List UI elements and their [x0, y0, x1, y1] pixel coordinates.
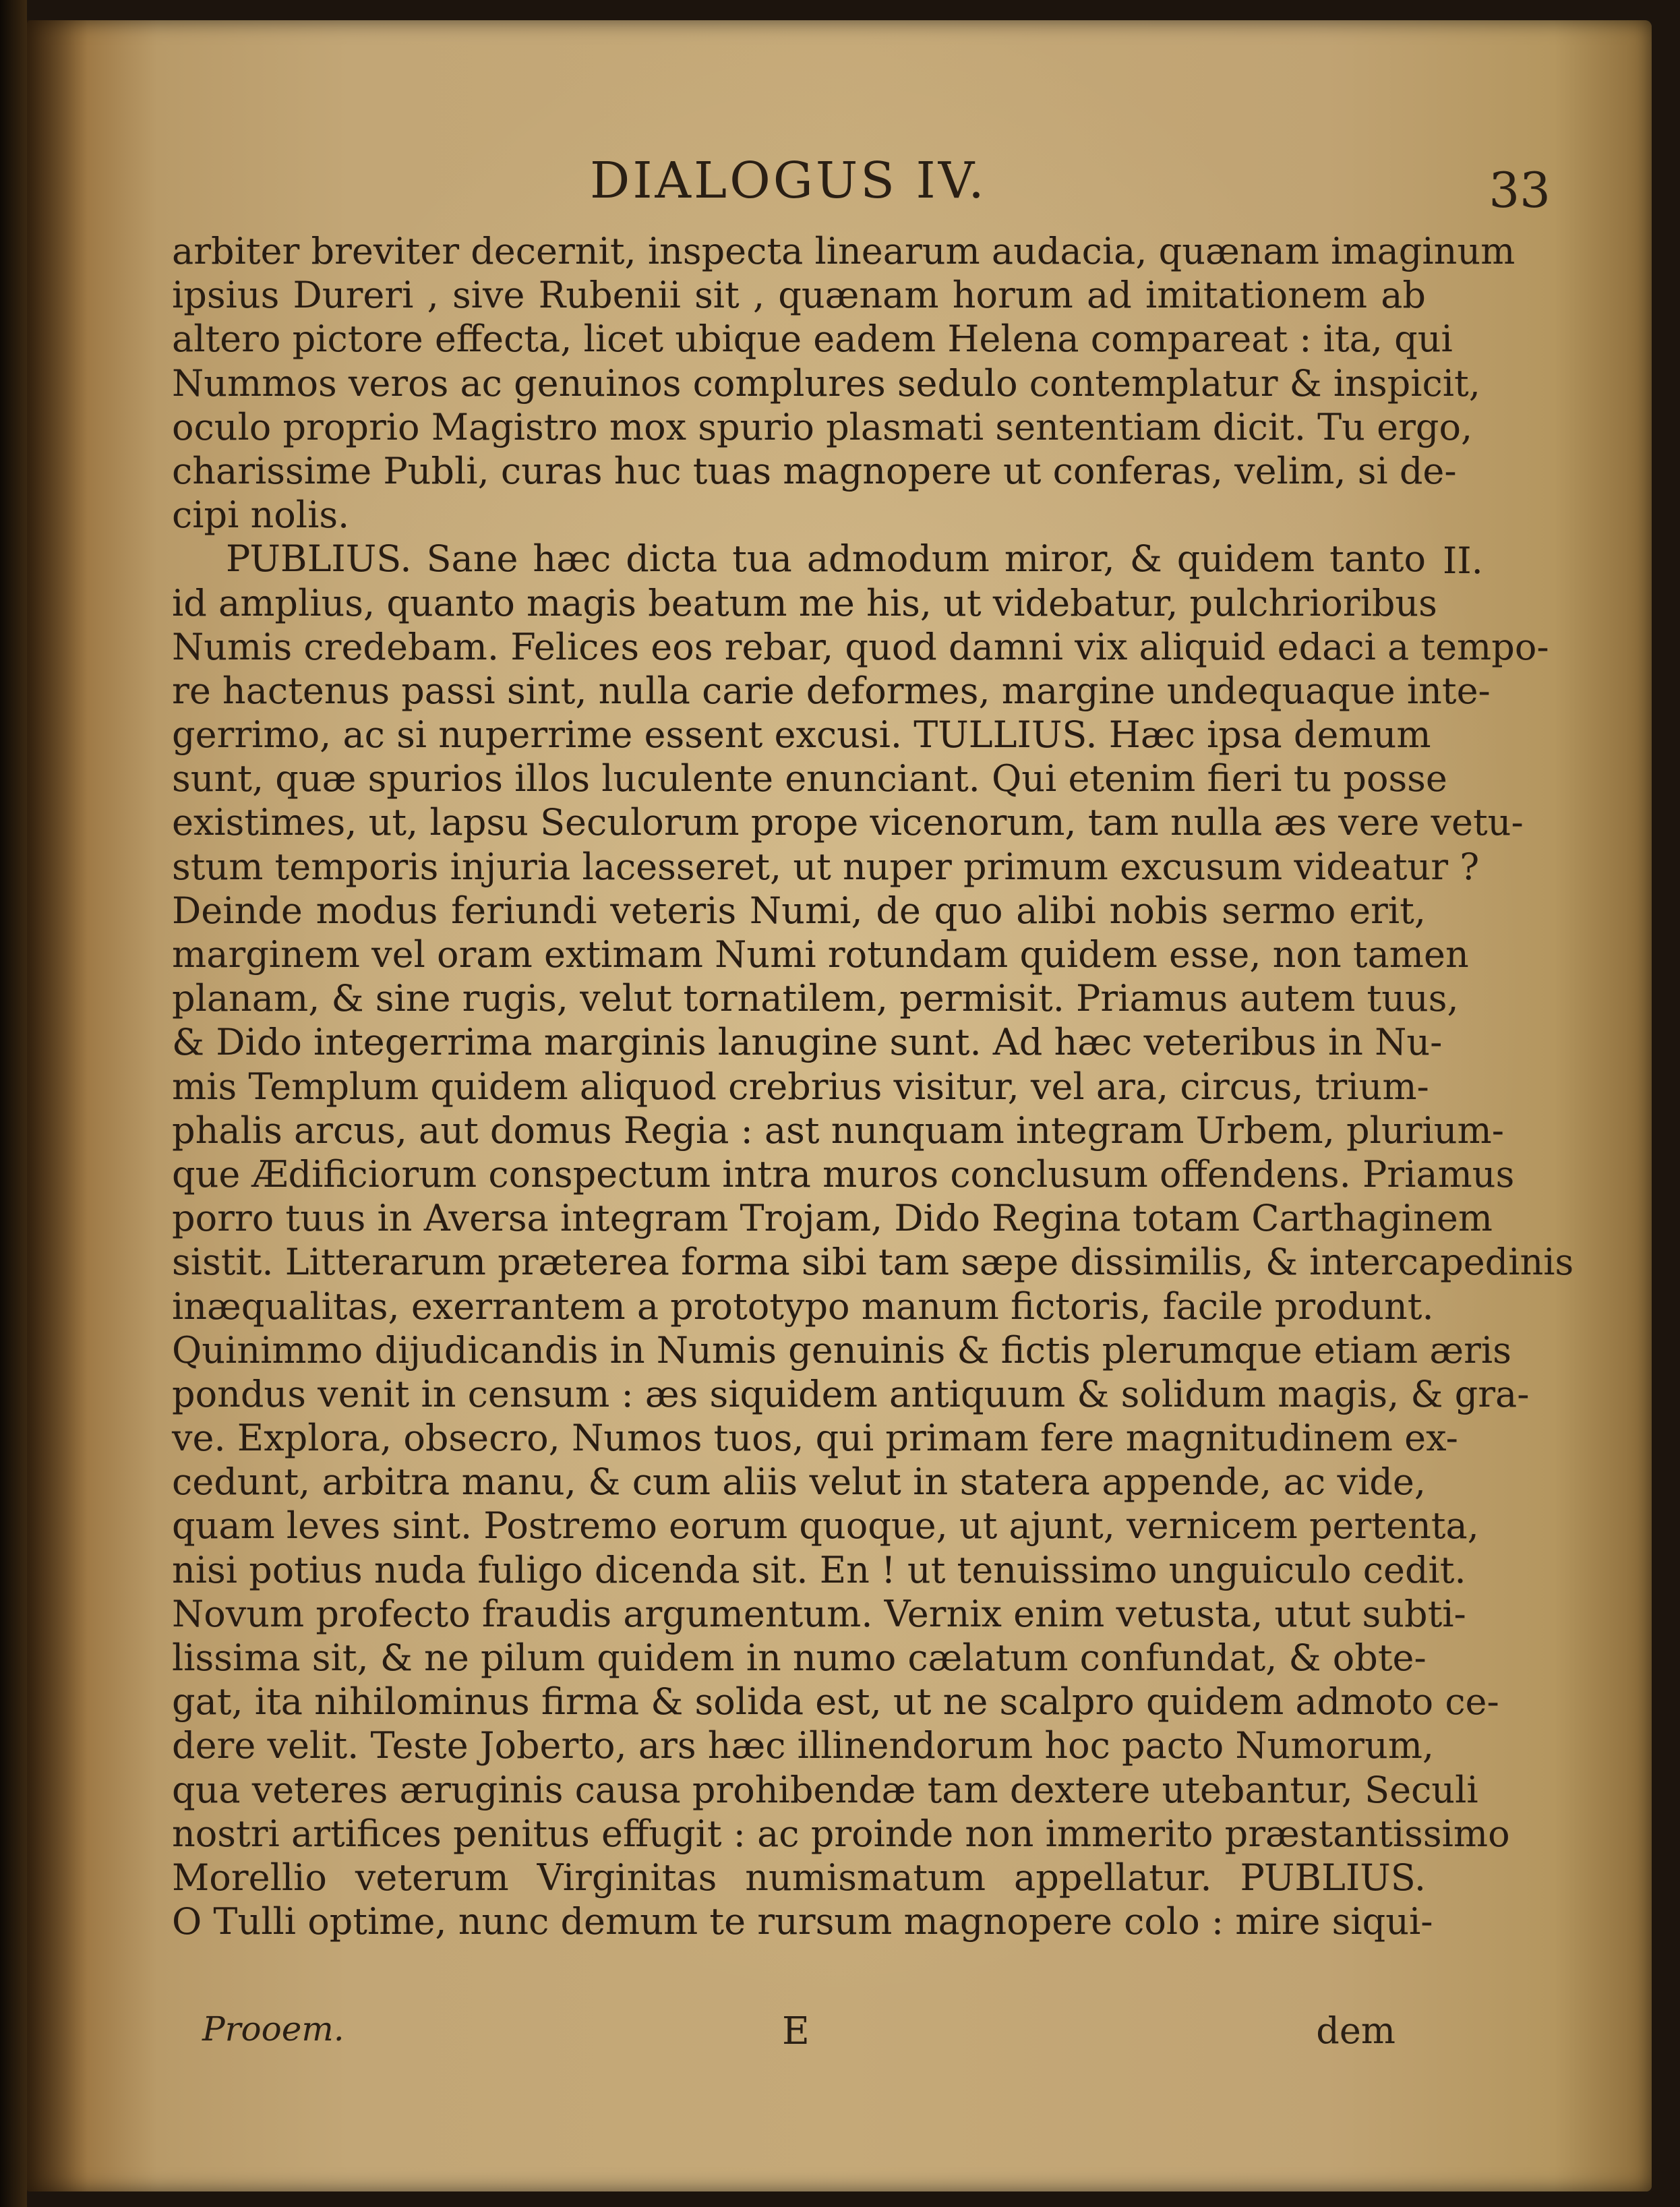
- page-header: [27, 121, 1652, 218]
- text-line: altero pictore effecta, licet ubique eadem Helena compareat : ita, qui: [172, 318, 1453, 361]
- text-line: nisi potius nuda fuligo dicenda sit. En ! ut tenuissimo unguiculo cedit.: [172, 1548, 1466, 1591]
- text-line: cipi nolis.: [172, 494, 350, 537]
- text-line: mis Templum quidem aliquod crebrius visitur, vel ara, circus, trium-: [172, 1065, 1429, 1108]
- page-footer: [27, 2009, 1652, 2063]
- book-edge: [0, 0, 27, 2207]
- text-line: oculo proprio Magistro mox spurio plasmati sententiam dicit. Tu ergo,: [172, 405, 1473, 448]
- quire-mark: E: [782, 2009, 810, 2053]
- signature-mark: Prooem.: [202, 2009, 344, 2049]
- text-line: stum temporis injuria lacesseret, ut nuper primum excusum videatur ?: [172, 845, 1480, 888]
- text-line: sunt, quæ spurios illos luculente enunciant. Qui etenim fieri tu posse: [172, 757, 1447, 800]
- spine-shadow: [27, 20, 88, 2191]
- text-line: qua veteres æruginis causa prohibendæ tam dextere utebantur, Seculi: [172, 1768, 1478, 1811]
- text-line: planam, & sine rugis, velut tornatilem, permisit. Priamus autem tuus,: [172, 977, 1459, 1020]
- text-line: id amplius, quanto magis beatum me his, ut videbatur, pulchrioribus: [172, 581, 1437, 624]
- text-line: Novum profecto fraudis argumentum. Vernix enim vetusta, utut subti-: [172, 1592, 1466, 1635]
- text-line: Nummos veros ac genuinos complures sedulo contemplatur & inspicit,: [172, 361, 1480, 405]
- text-line: ve. Explora, obsecro, Numos tuos, qui primam fere magnitudinem ex-: [172, 1417, 1458, 1460]
- text-line: O Tulli optime, nunc demum te rursum magnopere colo : mire siqui-: [172, 1900, 1433, 1943]
- text-line: Numis credebam. Felices eos rebar, quod damni vix aliquid edaci a tempo-: [172, 625, 1549, 668]
- text-line: gerrimo, ac si nuperrime essent excusi. TULLIUS. Hæc ipsa demum: [172, 713, 1431, 757]
- text-line: gat, ita nihilominus firma & solida est, ut ne scalpro quidem admoto ce-: [172, 1680, 1499, 1724]
- body-text: [172, 229, 1574, 1943]
- text-line: Quinimmo dijudicandis in Numis genuinis & fictis plerumque etiam æris: [172, 1328, 1511, 1372]
- text-line: Morellio veterum Virginitas numismatum appellatur. PUBLIUS.: [172, 1856, 1426, 1899]
- text-line: sistit. Litterarum præterea forma sibi tam sæpe dissimilis, & intercapedinis: [172, 1241, 1574, 1284]
- text-line: ipsius Dureri , sive Rubenii sit , quænam horum ad imitationem ab: [172, 274, 1426, 317]
- book-page: [27, 20, 1652, 2191]
- text-line: pondus venit in censum : æs siquidem antiquum & solidum magis, & gra-: [172, 1372, 1530, 1415]
- text-line: charissime Publi, curas huc tuas magnopere ut conferas, velim, si de-: [172, 449, 1457, 492]
- text-line: cedunt, arbitra manu, & cum aliis velut in statera appende, ac vide,: [172, 1461, 1426, 1504]
- text-line: que Ædificiorum conspectum intra muros conclusum offendens. Priamus: [172, 1152, 1515, 1196]
- text-line: marginem vel oram extimam Numi rotundam quidem esse, non tamen: [172, 933, 1469, 976]
- text-line: PUBLIUS. Sane hæc dicta tua admodum miror, & quidem tanto: [226, 537, 1426, 581]
- text-line: & Dido integerrima marginis lanugine sunt. Ad hæc veteribus in Nu-: [172, 1021, 1443, 1064]
- text-line: existimes, ut, lapsu Seculorum prope vicenorum, tam nulla æs vere vetu-: [172, 801, 1524, 844]
- text-line: porro tuus in Aversa integram Trojam, Dido Regina totam Carthaginem: [172, 1197, 1493, 1240]
- text-line: dere velit. Teste Joberto, ars hæc illinendorum hoc pacto Numorum,: [172, 1724, 1435, 1767]
- text-line: Deinde modus feriundi veteris Numi, de quo alibi nobis sermo erit,: [172, 889, 1426, 932]
- text-line: inæqualitas, exerrantem a prototypo manum fictoris, facile produnt.: [172, 1285, 1434, 1328]
- text-line: lissima sit, & ne pilum quidem in numo cælatum confundat, & obte-: [172, 1637, 1427, 1679]
- margin-note: II.: [1443, 539, 1483, 582]
- text-line: re hactenus passi sint, nulla carie deformes, margine undequaque inte-: [172, 669, 1491, 712]
- text-line: nostri artifices penitus effugit : ac proinde non immerito præstantissimo: [172, 1812, 1510, 1855]
- page-number: 33: [1489, 162, 1551, 218]
- running-head: DIALOGUS IV.: [590, 152, 987, 210]
- catchword: dem: [1316, 2009, 1396, 2052]
- text-line: quam leves sint. Postremo eorum quoque, ut ajunt, vernicem pertenta,: [172, 1504, 1479, 1548]
- text-line: arbiter breviter decernit, inspecta linearum audacia, quænam imaginum: [172, 230, 1516, 272]
- text-line: phalis arcus, aut domus Regia : ast nunquam integram Urbem, plurium-: [172, 1109, 1504, 1152]
